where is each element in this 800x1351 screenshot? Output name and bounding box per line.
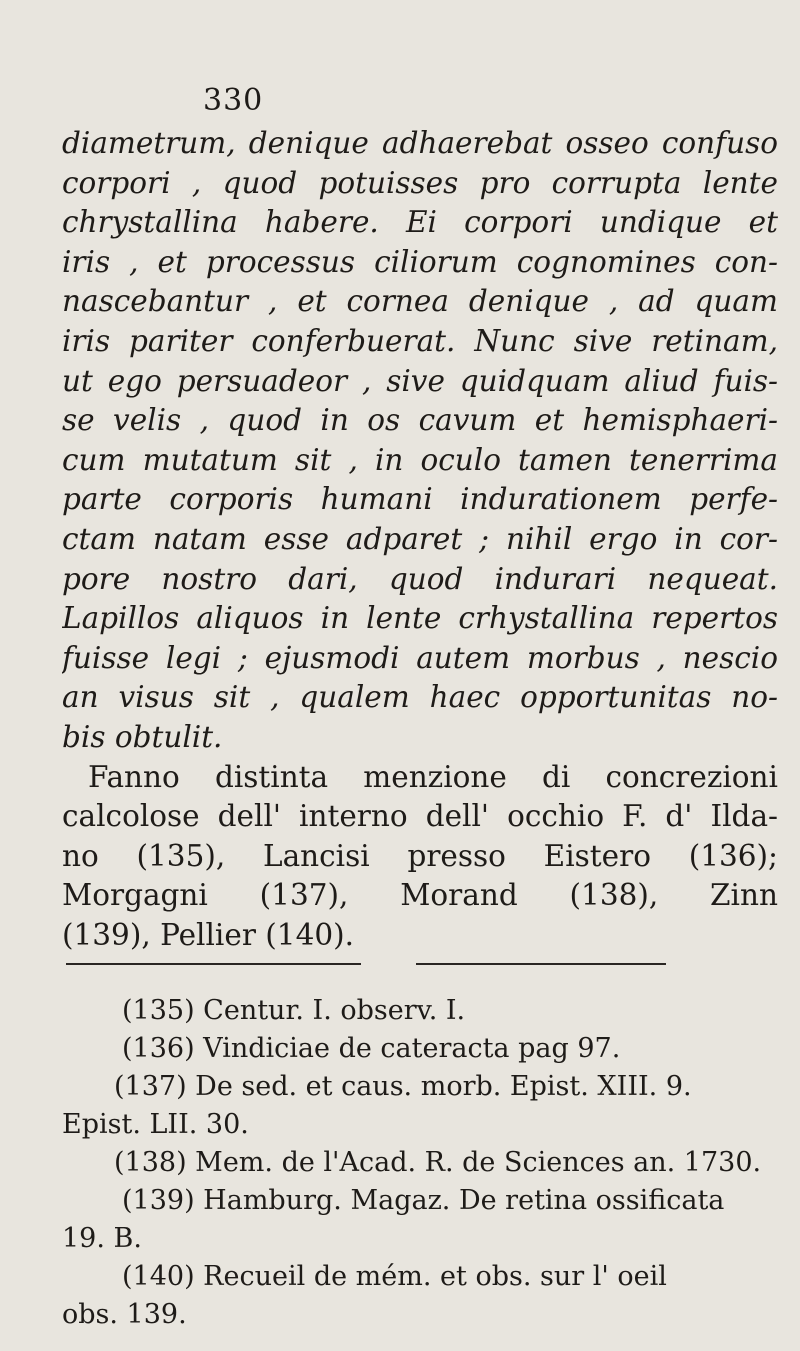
text-line: nascebantur , et cornea denique , ad quam (62, 284, 778, 319)
page-number: 330 (203, 83, 264, 118)
text-line: cum mutatum sit , in oculo tamen tenerrima (62, 442, 778, 477)
footnote-continuation: Epist. LII. 30. (62, 1109, 249, 1140)
footnote: (137) De sed. et caus. morb. Epist. XIII. 9. (114, 1071, 692, 1102)
text-line: Fanno distinta menzione di concrezioni (88, 759, 778, 794)
text-line: pore nostro dari, quod indurari nequeat. (62, 561, 778, 596)
text-line: fuisse legi ; ejusmodi autem morbus , nescio (62, 640, 778, 675)
text-line: Morgagni (137), Morand (138), Zinn (62, 878, 778, 913)
footnote-continuation: obs. 139. (62, 1299, 187, 1330)
text-line: an visus sit , qualem haec opportunitas no- (62, 680, 778, 715)
text-line: chrystallina habere. Ei corpori undique et (62, 205, 778, 240)
text-line: iris , et processus ciliorum cognomines con- (62, 244, 778, 279)
footnote: (138) Mem. de l'Acad. R. de Sciences an. 1730. (114, 1147, 762, 1178)
text-line: iris pariter conferbuerat. Nunc sive retinam, (62, 323, 778, 358)
text-line: corpori , quod potuisses pro corrupta lente (62, 165, 778, 200)
text-line: calcolose dell' interno dell' occhio F. d' Ildа- (62, 799, 778, 834)
text-line: parte corporis humani indurationem perfe- (62, 482, 778, 517)
main-text (62, 124, 778, 955)
text-line: (139), Pellier (140). (62, 917, 355, 952)
text-line: Lapillos aliquos in lente crhystallina repertos (62, 601, 778, 636)
footnote: (136) Vindiciae de cateracta pag 97. (122, 1033, 621, 1064)
text-line: diametrum, denique adhaerebat osseo confuso (62, 126, 778, 160)
text-line: no (135), Lancisi presso Eistero (136); (62, 838, 778, 873)
footnote-divider (416, 963, 666, 965)
text-line: bis obtulit. (62, 719, 223, 754)
footnote-divider (66, 963, 361, 965)
footnotes (62, 992, 778, 1334)
footnote: (140) Recueil de mém. et obs. sur l' oeil (122, 1261, 667, 1292)
text-line: ctam natam esse adparet ; nihil ergo in cor- (62, 521, 778, 556)
text-line: se velis , quod in os cavum et hemisphaeri- (62, 403, 778, 438)
footnote-continuation: 19. B. (62, 1223, 142, 1254)
footnote: (139) Hamburg. Magaz. De retina ossificata (122, 1185, 725, 1216)
text-line: ut ego persuadeor , sive quidquam aliud fuis- (62, 363, 778, 398)
footnote: (135) Centur. I. observ. I. (122, 995, 466, 1026)
